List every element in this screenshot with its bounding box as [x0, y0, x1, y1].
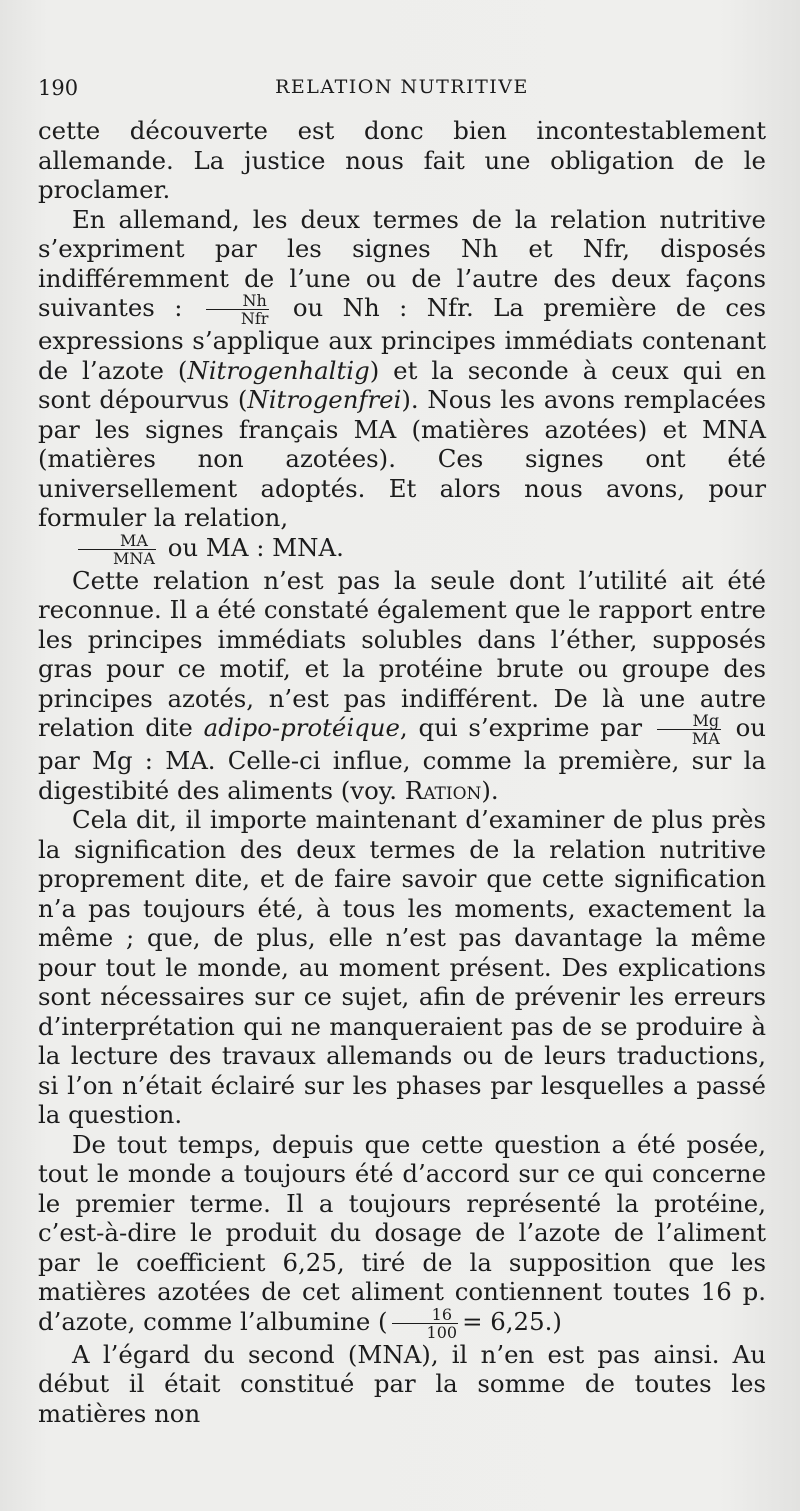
fraction-denominator: MNA [113, 548, 155, 568]
fraction-mg-ma [657, 713, 721, 746]
p2-text-a: En allemand, les deux termes de la relation nutritive s’expriment par les signes Nh et Nfr, disposés indifféremment de l’une ou de l’autre des deux façons suivantes : [38, 204, 766, 322]
paragraph-1: cette découverte est donc bien incontestablement allemande. La justice nous fait une obligation de le proclamer. [38, 116, 766, 204]
fraction-nh-nfr [206, 293, 270, 326]
page-number: 190 [38, 76, 79, 100]
fraction-numerator: MA [78, 533, 156, 550]
p3-text-d: ). [481, 775, 499, 805]
paragraph-6: A l’égard du second (MNA), il n’en est pas ainsi. Au début il était constitué par la somme de toutes les matières non [38, 1339, 766, 1428]
p5-text-a: De tout temps, depuis que cette question a été posée, tout le monde a toujours été d’accord sur ce qui concerne le premier terme. Il a toujours représenté la protéine, c’est-à-dire le produit du dosage de l’azote de l’aliment par le coefficient 6,25, tiré de la supposition que les matières azotées de cet aliment contiennent toutes 16 p. d’azote, comme l’albumine [38, 1129, 766, 1336]
p2-text-c: ) et la seconde à ceux qui en sont dépourvus ( [38, 355, 766, 414]
p3-text-a: Cette relation n’est pas la seule dont l’utilité ait été reconnue. Il a été constaté également que le rapport entre les principes immédiats solubles dans l’éther, supposés gras pour ce motif, et la protéine brute ou groupe des principes azotés, n’est pas indifférent. De là une autre relation dite [38, 565, 766, 742]
term-adipo-proteique: adipo-protéique [203, 713, 400, 742]
p2-text-e: ou MA : MNA. [167, 532, 344, 562]
p3-text-b: , qui s’exprime par [399, 713, 643, 742]
fraction-numerator: Mg [657, 713, 721, 730]
p3-text-c: ou par Mg : MA. Celle-ci influe, comme la première, sur la digestibité des aliments (voy. [38, 713, 766, 805]
fraction-denominator: MA [691, 729, 720, 748]
fraction-numerator: Nh [206, 293, 270, 310]
p5-text-b: = 6,25.) [462, 1306, 562, 1336]
paragraph-2 [38, 205, 766, 533]
term-nitrogenhaltig: Nitrogenhaltig [187, 355, 370, 385]
cross-reference: Ration [404, 775, 482, 805]
paragraph-4: Cela dit, il importe maintenant d’examiner de plus près la signification des deux termes de la relation nutritive proprement dite, et de faire savoir que cette signification n’a pas toujours été, à tous les moments, exactement la même ; que, de plus, elle n’est pas davantage la même pour tout le monde, au moment présent. Des explications sont nécessaires sur ce sujet, afin de prévenir les erreurs d’interprétation qui ne manqueraient pas de se produire à la lecture des travaux allemands ou de leurs traductions, si l’on n’était éclairé sur les phases par lesquelles a passé la question. [38, 805, 766, 1129]
fraction-denominator: 100 [426, 1322, 458, 1342]
fraction-denominator: Nfr [240, 309, 269, 328]
formula-line [38, 530, 766, 568]
p2-text-d: ). Nous les avons remplacées par les signes français MA (matières azotées) et MNA (matières non azotées). Ces signes ont été universellement adoptés. Et alors nous avons, pour formuler la relation, [38, 385, 766, 532]
term-nitrogenfrei: Nitrogenfrei [247, 385, 402, 414]
running-title: RELATION NUTRITIVE [275, 76, 529, 98]
p2-text-b: ou Nh : Nfr. La première de ces expressions s’applique aux principes immédiats contenant de l’azote ( [38, 293, 766, 385]
body-text [38, 116, 766, 1428]
paragraph-3 [38, 566, 766, 806]
paragraph-5: De tout temps, depuis que cette question a été posée, tout le monde a toujours été d’accord sur ce qui concerne le premier terme. Il a toujours représenté la protéine, c’est-à-dire le produit du dosage de l’azote de l’aliment par le coefficient 6,25, tiré de la supposition que les matières azotées de cet aliment contiennent toutes 16 p. d’azote, comme l’albumine ( $\frac{16}{100}$ = 6,25.) [38, 1129, 766, 1342]
fraction-ma-mna [78, 530, 156, 568]
page-header [38, 76, 766, 106]
fraction-numerator: 16 [392, 1307, 459, 1324]
fraction-16-100 [392, 1304, 459, 1342]
